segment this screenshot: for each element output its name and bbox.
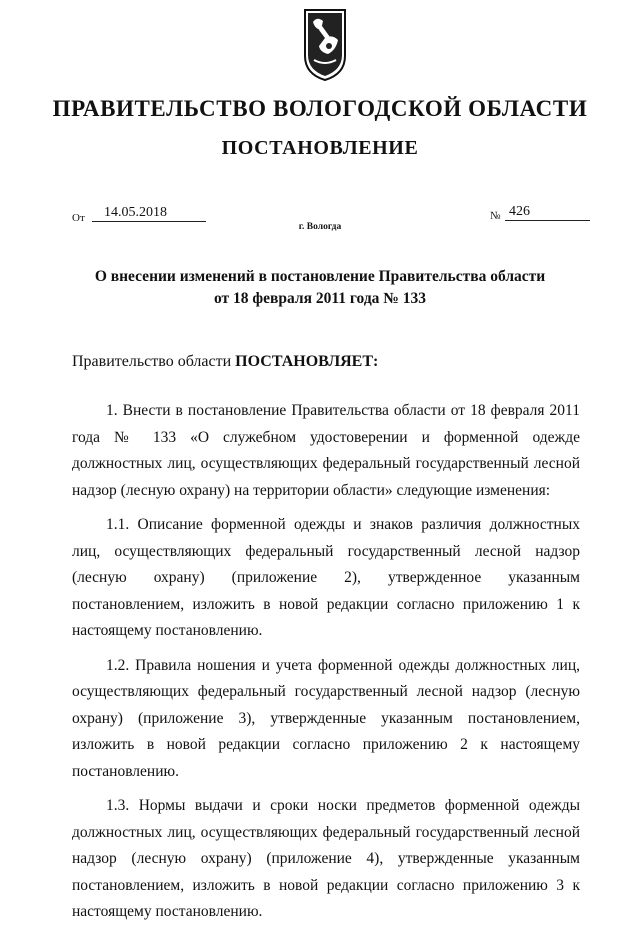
document-body	[72, 398, 580, 934]
date-label: От	[72, 212, 85, 224]
document-number: 426	[505, 204, 590, 221]
preamble	[72, 353, 378, 371]
paragraph-1: 1. Внести в постановление Правительства области от 18 февраля 2011 года № 133 «О служебном удостоверении и форменной одежде должностных лиц, осуществляющих федеральный государственный лесной надзор (лесную охрану) на территории области» следующие изменения:	[72, 402, 580, 499]
subject-line-2: от 18 февраля 2011 года № 133	[214, 290, 426, 307]
paragraph-1-1: 1.1. Описание форменной одежды и знаков различия должностных лиц, осуществляющих федеральный государственный лесной надзор (лесную охрану) (приложение 2), утвержденное указанным постановлением, изложить в новой редакции согласно приложению 1 к настоящему постановлению.	[72, 516, 580, 639]
government-title: ПРАВИТЕЛЬСТВО ВОЛОГОДСКОЙ ОБЛАСТИ	[52, 96, 588, 121]
preamble-bold: ПОСТАНОВЛЯЕТ:	[235, 353, 379, 370]
document-date: 14.05.2018	[92, 205, 206, 222]
paragraph-1-3: 1.3. Нормы выдачи и сроки носки предметов форменной одежды должностных лиц, осуществляющих федеральный государственный лесной надзор (лесную охрану) (приложение 4), утвержденные указанным постановлением, изложить в новой редакции согласно приложению 3 к настоящему постановлению.	[72, 797, 580, 920]
number-label: №	[490, 210, 501, 222]
preamble-text: Правительство области	[72, 353, 236, 370]
subject-line-1: О внесении изменений в постановление Правительства области	[94, 268, 546, 285]
coat-of-arms-icon	[302, 8, 348, 82]
city: г. Вологда	[298, 222, 342, 232]
document-type: ПОСТАНОВЛЕНИЕ	[221, 137, 419, 159]
paragraph-1-2: 1.2. Правила ношения и учета форменной одежды должностных лиц, осуществляющих федеральный государственный лесной надзор (лесную охрану) (приложение 3), утвержденные указанным постановлением, изложить в новой редакции согласно приложению 2 к настоящему постановлению.	[72, 656, 580, 780]
document-subject	[0, 266, 640, 310]
